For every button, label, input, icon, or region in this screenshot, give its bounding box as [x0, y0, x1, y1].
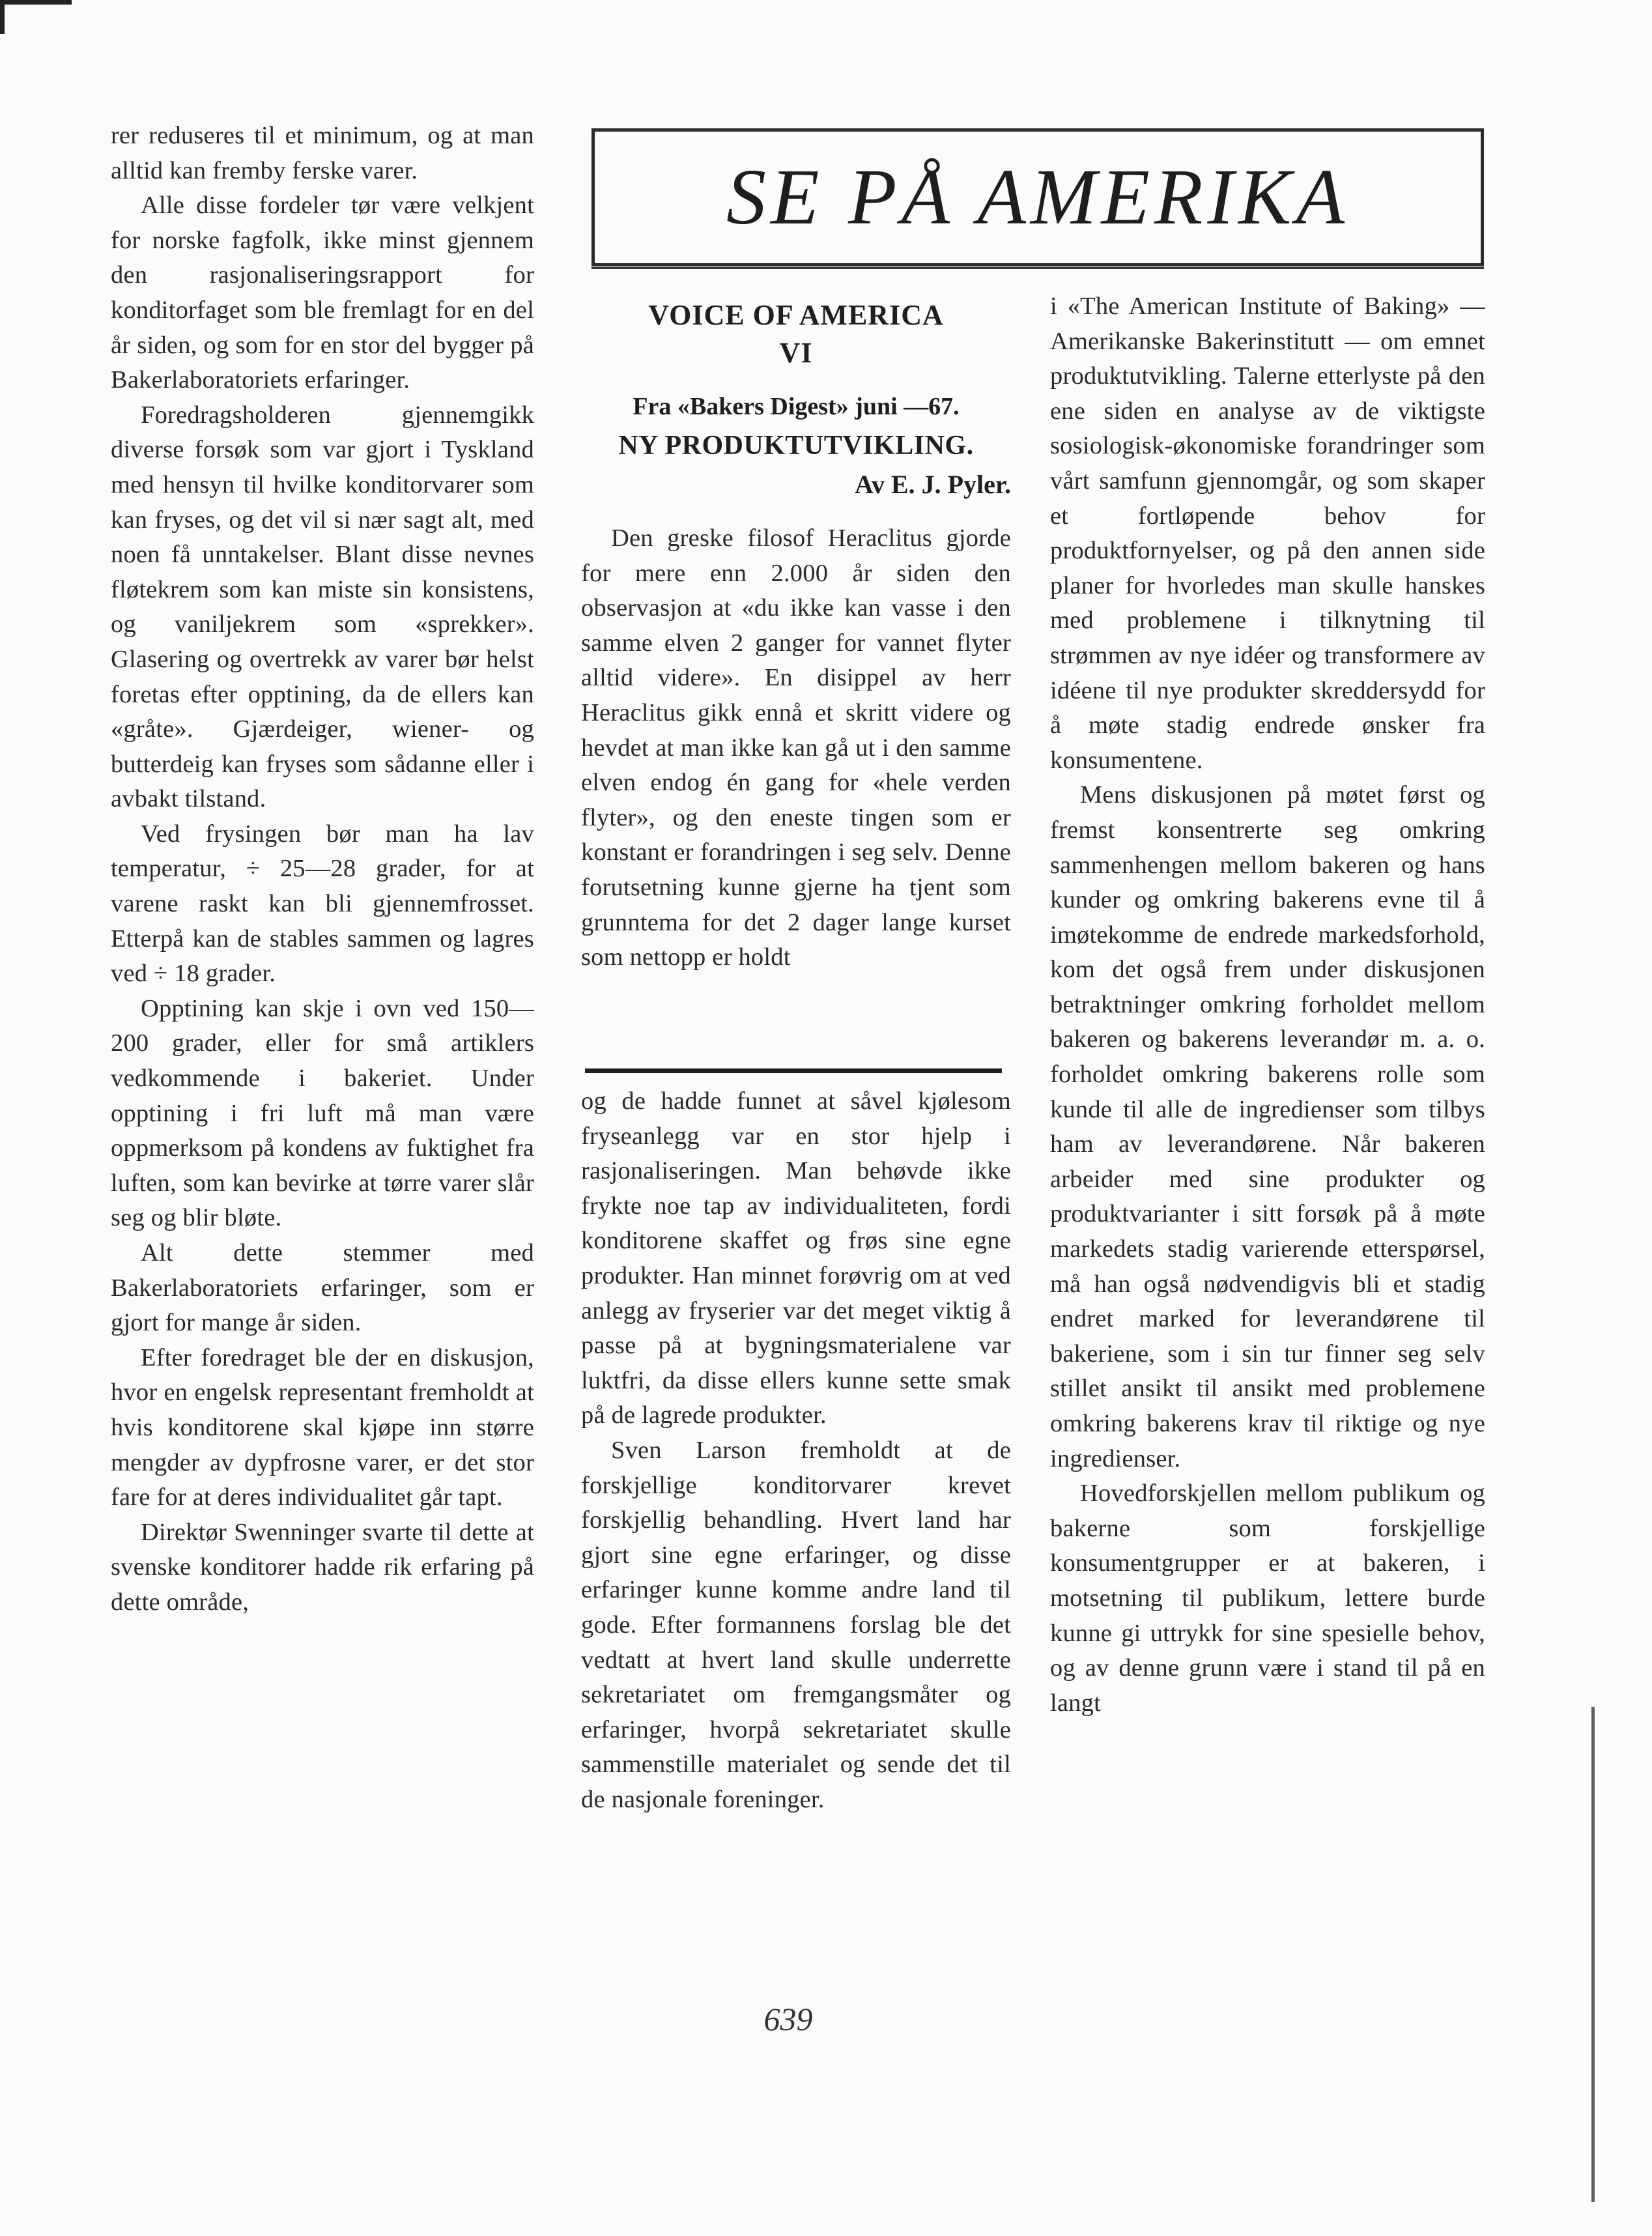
paragraph: Alt dette stemmer med Bakerlaboratoriets erfaringer, som er gjort for mange år siden.: [111, 1239, 534, 1337]
part-heading: VI: [779, 337, 813, 369]
middle-column-top: [581, 521, 1011, 975]
paragraph: Hovedforskjellen mellom publikum og bakerne som forskjellige konsumentgrupper er at bakeren, i motsetning til publikum, lettere burde kunne gi uttrykk for sine spesielle behov, og av denne grunn være i stand til på en langt: [1050, 1480, 1485, 1717]
middle-column-bottom: [581, 1084, 1011, 1817]
paragraph: og de hadde funnet at såvel kjølesom fryseanlegg var en stor hjelp i rasjonaliseringen. Man behøvde ikke frykte noe tap av individualiteten, fordi konditorene skaffet og frøs sine egne produkter. Han minnet forøvrig om at ved anlegg av fryserier var det meget viktig å passe på at bygningsmaterialene var luktfri, da disse ellers kunne sette smak på de lagrede produkter.: [581, 1087, 1011, 1429]
paragraph: Sven Larson fremholdt at de forskjellige konditorvarer krevet forskjellig behandling. Hvert land har gjort sine egne erfaringer, og disse erfaringer kunne komme andre land til gode. Efter formannens forslag ble det vedtatt at hvert land skulle underrette sekretariatet om fremgangsmåter og erfaringer, hvorpå sekretariatet skulle sammenstille materialet og sende det til de nasjonale foreninger.: [581, 1436, 1011, 1813]
paragraph: Alle disse fordeler tør være velkjent for norske fagfolk, ikke minst gjennem den rasjonaliseringsrapport for konditorfaget som ble fremlagt for en del år siden, og som for en stor del bygger på Bakerlaboratoriets erfaringer.: [111, 192, 534, 394]
paragraph: Opptining kan skje i ovn ved 150—200 grader, eller for små artiklers vedkommende i bakeriet. Under opptining i fri luft må man være oppmerksom på kondens av fuktighet fra luften, som kan bevirke at tørre varer slår seg og blir bløte.: [111, 994, 534, 1232]
title-rule: [591, 267, 1484, 269]
page-title: SE PÅ AMERIKA: [726, 153, 1350, 241]
paragraph: Den greske filosof Heraclitus gjorde for mere enn 2.000 år siden den observasjon at «du ikke kan vasse i den samme elven 2 ganger for vannet flyter alltid videre». En disippel av herr Heraclitus gikk ennå et skritt videre og hevdet at man ikke kan gå ut i den samme elven endog én gang for «hele verden flyter», og den eneste tingen som er konstant er forandringen i seg selv. Denne forutsetning kunne gjerne ha tjent som grunntema for det 2 dager lange kurset som nettopp er holdt: [581, 524, 1011, 971]
page-number: 639: [763, 2001, 813, 2037]
author-byline: Av E. J. Pyler.: [855, 470, 1011, 499]
scan-corner-mark: [0, 0, 72, 34]
scan-edge-line: [1591, 1707, 1595, 2202]
paragraph: Foredragsholderen gjennemgikk diverse forsøk som var gjort i Tyskland med hensyn til hvilke konditorvarer som kan fryses, og det vil si nær sagt alt, med noen få unntakelser. Blant disse nevnes fløtekrem som kan miste sin konsistens, og vaniljekrem som «sprekker». Glasering og overtrekk av varer bør helst foretas efter opptining, da de ellers kan «gråte». Gjærdeiger, wiener- og butterdeig kan fryses som sådanne eller i avbakt tilstand.: [111, 401, 534, 813]
paragraph: Efter foredraget ble der en diskusjon, hvor en engelsk representant fremholdt at hvis konditorene skal kjøpe inn større mengder av dypfrosne varer, er det stor fare for at deres individualitet går tapt.: [111, 1343, 534, 1512]
right-column: [1050, 289, 1485, 1721]
paragraph: i «The American Institute of Baking» — Amerikanske Bakerinstitutt — om emnet produktutvikling. Talerne etterlyste på den ene siden en analyse av de viktigste sosiologisk-økonomiske forandringer som vårt samfunn gjennomgår, og som skaper et fortløpende behov for produktfornyelser, og på den annen side planer for hvorledes man skulle hanskes med problemene i tilknytning til strømmen av nye idéer og transformere av idéene til nye produkter skreddersydd for å møte stadig endrede ønsker fra konsumentene.: [1050, 293, 1485, 774]
title-box: [591, 128, 1484, 266]
section-divider: [585, 1068, 1002, 1073]
paragraph: rer reduseres til et minimum, og at man alltid kan fremby ferske varer.: [111, 122, 534, 184]
paragraph: Ved frysingen bør man ha lav temperatur, ÷ 25—28 grader, for at varene raskt kan bli gjennemfrosset. Etterpå kan de stables sammen og lagres ved ÷ 18 grader.: [111, 820, 534, 988]
series-heading: VOICE OF AMERICA: [648, 299, 944, 331]
paragraph: Mens diskusjonen på møtet først og fremst konsentrerte seg omkring sammenhengen mellom bakeren og hans kunder og omkring bakerens evne til å imøtekomme de endrede markedsforhold, kom det også frem under diskusjonen betraktninger omkring forholdet mellom bakeren og bakerens leverandør m. a. o. forholdet omkring bakerens rolle som kunde til alle de ingredienser som tilbys ham av leverandørene. Når bakeren arbeider med sine produkter og produktvarianter i sitt forsøk på å møte markedets stadig varierende etterspørsel, må han også nødvendigvis bli et stadig endret marked for leverandørene til bakeriene, som i sin tur finner seg selv stillet ansikt til ansikt med problemene omkring bakerens krav til riktige og nye ingredienser.: [1050, 781, 1485, 1472]
left-column: [111, 119, 534, 1620]
source-line: Fra «Bakers Digest» juni —67.: [633, 393, 960, 420]
article-subtitle: NY PRODUKTUTVIKLING.: [618, 431, 974, 461]
paragraph: Direktør Swenninger svarte til dette at svenske konditorer hadde rik erfaring på dette område,: [111, 1518, 534, 1616]
